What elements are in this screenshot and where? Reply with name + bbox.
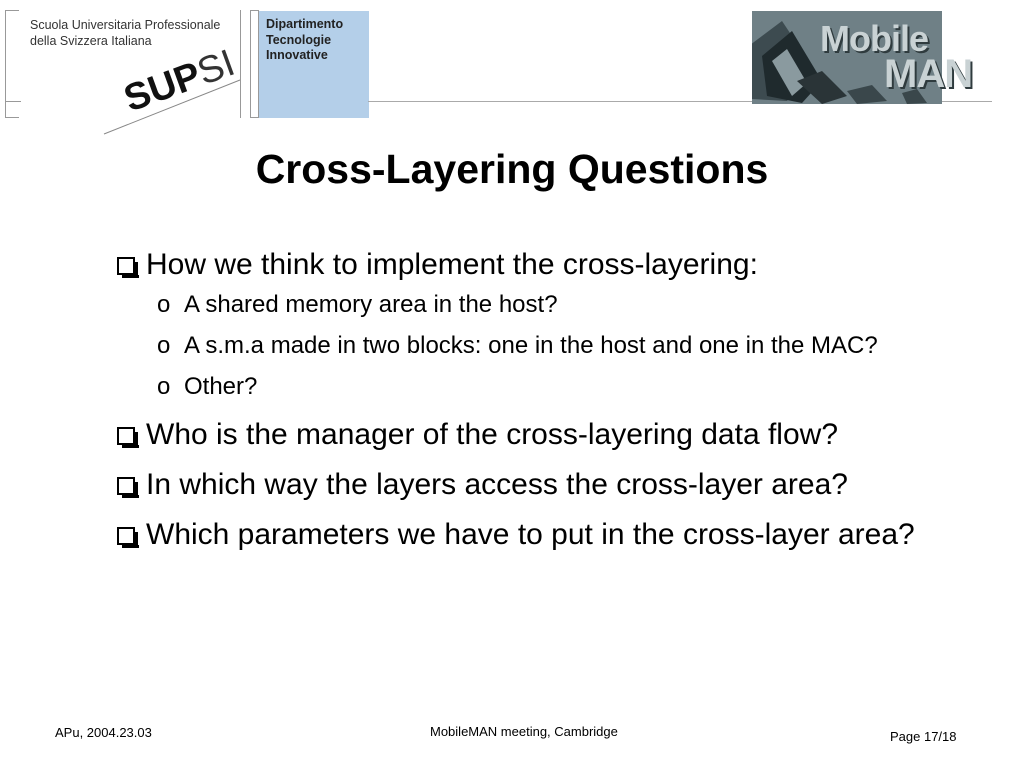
supsi-logo-bold: SUP (118, 54, 207, 121)
slide-title: Cross-Layering Questions (255, 146, 769, 192)
bullet-text: How we think to implement the cross-layering: (146, 248, 758, 281)
header-rule-left (5, 101, 21, 102)
bullet-item (115, 247, 975, 283)
bullet-item (115, 417, 975, 453)
supsi-logo (100, 40, 250, 140)
footer-event: MobileMAN meeting, Cambridge (430, 724, 618, 739)
bullet-list (115, 247, 975, 567)
sub-bullet-item (115, 371, 975, 403)
department-line3: Innovative (266, 48, 328, 62)
bullet-text: In which way the layers access the cross-layer area? (146, 468, 848, 501)
mobileman-logo-mobile: Mobile (820, 18, 928, 59)
checkbox-bullet-icon (117, 527, 135, 545)
bullet-text: Which parameters we have to put in the cross-layer area? (146, 518, 915, 551)
school-name-line1: Scuola Universitaria Professionale (30, 18, 221, 32)
checkbox-bullet-icon (117, 427, 135, 445)
sub-bullet-marker: o (157, 291, 171, 318)
department-name (266, 17, 343, 64)
department-line1: Dipartimento (266, 17, 344, 31)
sub-bullet-text: A shared memory area in the host? (184, 291, 558, 318)
sub-bullet-text: A s.m.a made in two blocks: one in the host and one in the MAC? (184, 332, 878, 359)
checkbox-bullet-icon (117, 257, 135, 275)
supsi-logo-thin: SI (192, 41, 241, 94)
bullet-text: Who is the manager of the cross-layering data flow? (146, 418, 839, 451)
svg-text:SUPSI (119, 42, 241, 120)
sub-bullet-marker: o (157, 332, 171, 359)
bullet-item (115, 467, 975, 503)
bullet-item (115, 517, 956, 553)
school-name-line2: della Svizzera Italiana (30, 34, 152, 48)
sub-bullet-item (115, 330, 975, 362)
sub-bullet-text: Other? (184, 373, 258, 400)
header-divider (240, 10, 241, 118)
mobileman-logo-man: MAN (884, 52, 973, 96)
footer-page-number: Page 17/18 (890, 729, 957, 744)
sub-bullet-item (115, 289, 975, 321)
checkbox-bullet-icon (117, 477, 135, 495)
header-divider-frame (250, 10, 259, 118)
sub-bullet-marker: o (157, 373, 171, 400)
department-line2: Tecnologie (266, 32, 332, 47)
footer-author-date: APu, 2004.23.03 (55, 725, 152, 740)
